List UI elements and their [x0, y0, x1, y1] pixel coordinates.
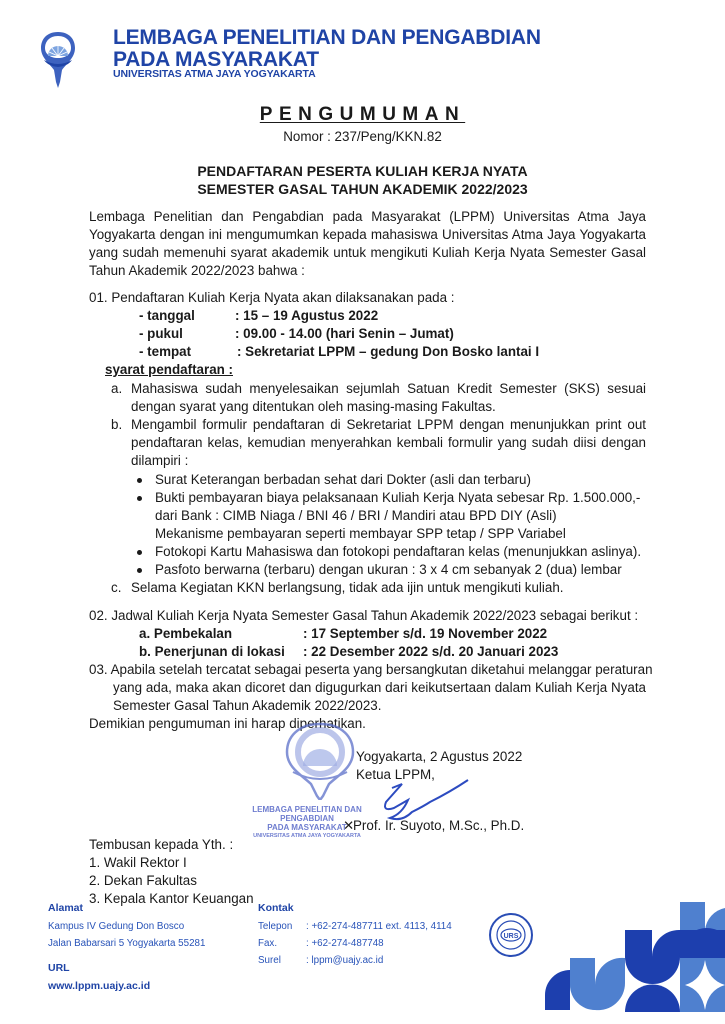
schedule-value-deployment: : 22 Desember 2022 s/d. 20 Januari 2023	[303, 644, 559, 659]
schedule-label-deployment: b. Penerjunan di lokasi	[139, 644, 285, 659]
req-c-marker: c.	[111, 580, 122, 595]
cc-item-2: 2. Dekan Fakultas	[89, 873, 197, 888]
requirement-c: Selama Kegiatan KKN berlangsung, tidak ada ijin untuk mengikuti kuliah.	[131, 580, 564, 595]
official-stamp-icon	[285, 722, 355, 800]
detail-label-time: - pukul	[139, 326, 183, 341]
closing-statement: Demikian pengumuman ini harap diperhatikan.	[89, 716, 366, 731]
detail-value-place: : Sekretariat LPPM – gedung Don Bosko lantai I	[237, 344, 540, 359]
requirement-b: Mengambil formulir pendaftaran di Sekretariat LPPM dengan menunjukkan print out pendaftaran kelas, kemudian menyerahkan kembali formulir yang sudah diisi dengan dilampiri :	[131, 417, 646, 468]
footer-address-line2: Jalan Babarsari 5 Yogyakarta 55281	[48, 938, 206, 949]
bullet-icon	[137, 550, 142, 555]
footer-phone-value: : +62-274-487711 ext. 4113, 4114	[306, 921, 452, 932]
footer-url-label: URL	[48, 962, 70, 974]
announcement-heading: PENGUMUMAN	[259, 104, 466, 125]
detail-label-place: - tempat	[139, 344, 192, 359]
university-logo-icon	[40, 30, 76, 90]
university-name: UNIVERSITAS ATMA JAYA YOGYAKARTA	[113, 68, 316, 80]
footer-email-label: Surel	[258, 955, 281, 966]
footer-fax-label: Fax.	[258, 938, 278, 949]
section-3-body: yang ada, maka akan dicoret dan digugurkan dari keikutsertaan dalam Kuliah Kerja Nyata Semester Gasal Tahun Akademik 2022/2023.	[113, 680, 646, 713]
requirement-a: Mahasiswa sudah menyelesaikan sejumlah Satuan Kredit Semester (SKS) sesuai dengan syarat yang ditentukan oleh masing-masing Fakultas.	[131, 381, 646, 414]
schedule-value-briefing: : 17 September s/d. 19 November 2022	[303, 626, 548, 641]
bullet-icon	[137, 496, 142, 501]
footer-address-label: Alamat	[48, 902, 84, 914]
req-a-marker: a.	[111, 381, 123, 396]
signature-place-date: Yogyakarta, 2 Agustus 2022	[356, 749, 523, 764]
cc-item-3: 3. Kepala Kantor Keuangan	[89, 891, 254, 906]
title-line-2: SEMESTER GASAL TAHUN AKADEMIK 2022/2023	[197, 181, 528, 197]
attachment-payment-proof: Bukti pembayaran biaya pelaksanaan Kuliah Kerja Nyata sebesar Rp. 1.500.000,-	[155, 490, 641, 505]
footer-fax-value: : +62-274-487748	[306, 938, 384, 949]
schedule-label-briefing: a. Pembekalan	[139, 626, 233, 641]
attachment-photo: Pasfoto berwarna (terbaru) dengan ukuran : 3 x 4 cm sebanyak 2 (dua) lembar	[155, 562, 622, 577]
announcement-title	[0, 162, 725, 198]
attachment-student-card: Fotokopi Kartu Mahasiswa dan fotokopi pendaftaran kelas (menunjukkan aslinya).	[155, 544, 642, 559]
svg-text:URS: URS	[503, 933, 519, 940]
attachment-payment-banks: dari Bank : CIMB Niaga / BNI 46 / BRI / Mandiri atau BPD DIY (Asli)	[155, 508, 557, 523]
section-2-lead: 02. Jadwal Kuliah Kerja Nyata Semester Gasal Tahun Akademik 2022/2023 sebagai berikut :	[89, 608, 639, 623]
req-b-marker: b.	[111, 417, 123, 432]
detail-value-date: : 15 – 19 Agustus 2022	[235, 308, 379, 323]
bullet-icon	[137, 568, 142, 573]
decorative-pattern	[540, 900, 725, 1015]
section-3-lead: 03. Apabila setelah tercatat sebagai peserta yang bersangkutan diketahui melanggar peraturan	[89, 662, 653, 677]
cc-heading: Tembusan kepada Yth. :	[89, 837, 234, 852]
stamp-line-2: PADA MASYARAKAT	[267, 823, 347, 832]
footer-contact-label: Kontak	[258, 902, 294, 914]
intro-paragraph: Lembaga Penelitian dan Pengabdian pada Masyarakat (LPPM) Universitas Atma Jaya Yogyakarta dengan ini mengumumkan kepada mahasiswa Universitas Atma Jaya Yogyakarta yang sudah memenuhi syarat akademik untuk mengikuti Kuliah Kerja Nyata Semester Gasal Tahun Akademik 2022/2023 bahwa :	[89, 209, 646, 278]
stamp-line-1: LEMBAGA PENELITIAN DAN PENGABDIAN	[252, 805, 362, 823]
footer-address-line1: Kampus IV Gedung Don Bosco	[48, 921, 185, 932]
title-line-1: PENDAFTARAN PESERTA KULIAH KERJA NYATA	[197, 163, 528, 179]
attachment-health-certificate: Surat Keterangan berbadan sehat dari Dokter (asli dan terbaru)	[155, 472, 531, 487]
signatory-name: Prof. Ir. Suyoto, M.Sc., Ph.D.	[353, 818, 525, 833]
signature-mark-icon: ✕	[343, 818, 355, 833]
urs-certification-badge-icon	[488, 912, 534, 958]
footer-phone-label: Telepon	[258, 921, 293, 932]
footer-email-value[interactable]: : lppm@uajy.ac.id	[306, 955, 384, 966]
bullet-icon	[137, 478, 142, 483]
announcement-number: Nomor : 237/Peng/KKN.82	[283, 129, 442, 144]
detail-label-date: - tanggal	[139, 308, 195, 323]
institution-name-line1: LEMBAGA PENELITIAN DAN PENGABDIAN	[113, 26, 541, 49]
detail-value-time: : 09.00 - 14.00 (hari Senin – Jumat)	[235, 326, 454, 341]
stamp-line-3: UNIVERSITAS ATMA JAYA YOGYAKARTA	[253, 833, 361, 839]
section-1-lead: 01. Pendaftaran Kuliah Kerja Nyata akan dilaksanakan pada :	[89, 290, 455, 305]
institution-name	[113, 27, 541, 71]
signature-role: Ketua LPPM,	[356, 767, 435, 782]
footer-url-link[interactable]: www.lppm.uajy.ac.id	[48, 980, 151, 992]
institution-name-line2: PADA MASYARAKAT	[113, 48, 319, 71]
attachment-payment-mechanism: Mekanisme pembayaran seperti membayar SPP tetap / SPP Variabel	[155, 526, 566, 541]
requirements-heading: syarat pendaftaran :	[105, 362, 233, 377]
cc-item-1: 1. Wakil Rektor I	[89, 855, 187, 870]
